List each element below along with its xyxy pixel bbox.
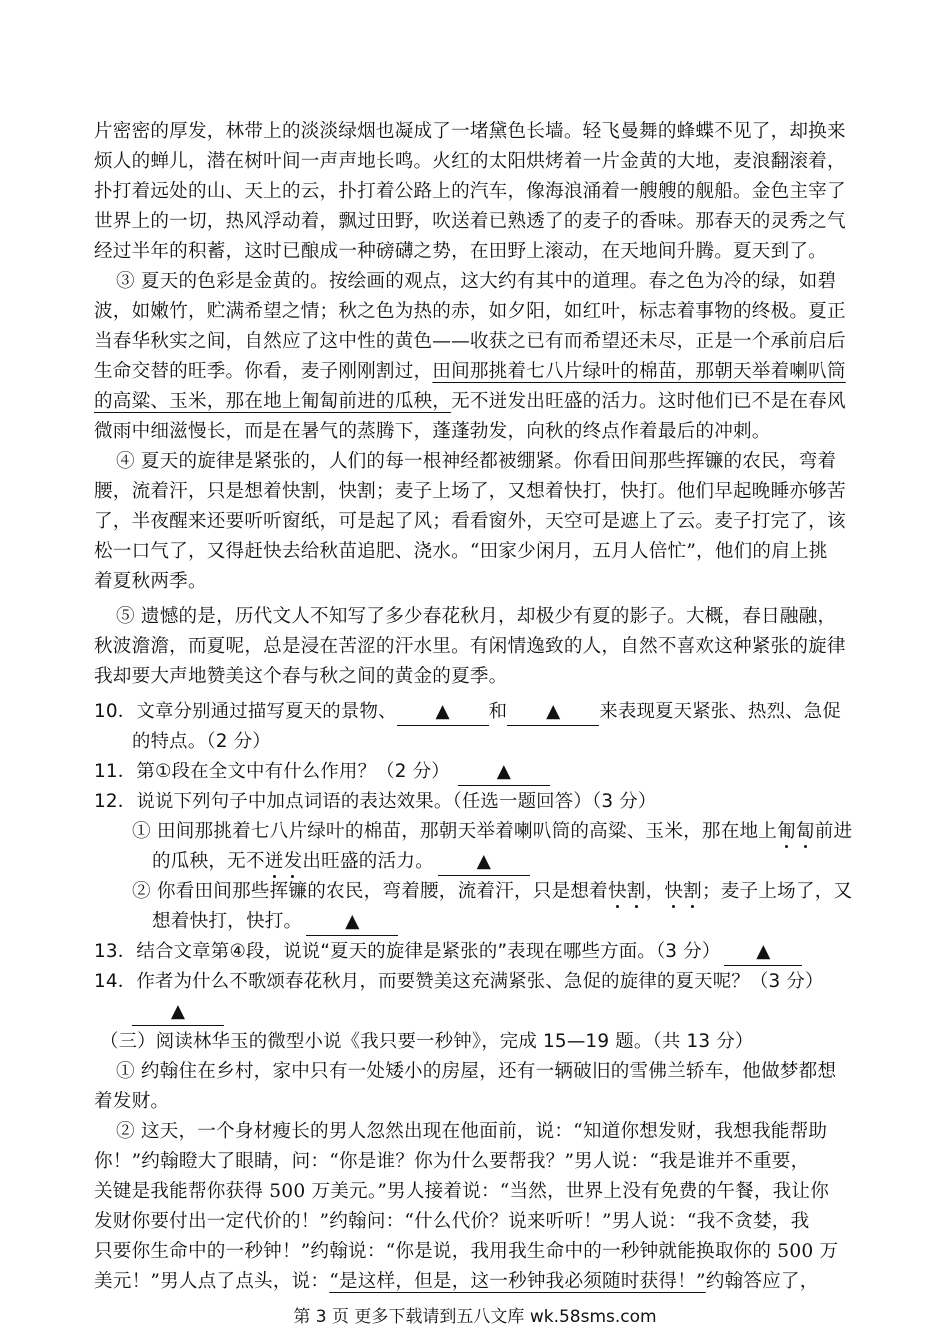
- option-text: 的瓜秧，无不: [152, 851, 265, 872]
- answer-blank[interactable]: ▲: [438, 849, 530, 876]
- passage-line: 波，如嫩竹，贮满希望之情；秋之色为热的赤，如夕阳，如红叶，标志着事物的终极。夏正: [94, 301, 846, 322]
- underlined-sentence: 田间那挑着七八片绿叶的棉苗，那朝天举着喇叭筒: [432, 361, 846, 382]
- passage-line: 世界上的一切，热风浮动着，飘过田野，吹送着已熟透了的麦子的香味。那春天的灵秀之气: [94, 211, 846, 232]
- dotted-word: [608, 881, 646, 902]
- story-line: 只要你生命中的一秒钟！”约翰说：“你是说，我用我生命中的一秒钟就能换取你的 500 万: [94, 1241, 839, 1262]
- passage-line: 了，半夜醒来还要听听窗纸，可是起了风；看看窗外，天空可是遮上了云。麦子打完了，该: [94, 511, 846, 532]
- option-text: 想着快打，快打。: [152, 911, 303, 932]
- passage-line: 烦人的蝉儿，潜在树叶间一声声地长鸣。火红的太阳烘烤着一片金黄的大地，麦浪翻滚着，: [94, 151, 846, 172]
- passage-line: 微雨中细滋慢长，而是在暑气的蒸腾下，蓬蓬勃发，向秋的终点作着最后的冲刺。: [94, 421, 771, 442]
- passage-line: 片密密的厚发，林带上的淡淡绿烟也凝成了一堵黛色长墙。轻飞曼舞的蜂蝶不见了，却换来: [94, 121, 846, 142]
- option-text: ，: [645, 881, 665, 902]
- question-10: [94, 697, 864, 727]
- passage-line: 扑打着远处的山、天上的云，扑打着公路上的汽车，像海浪涌着一艘艘的舰船。金色主宰了: [94, 181, 846, 202]
- question-12-option-1: [132, 817, 872, 847]
- dotted-char: 割: [683, 881, 702, 902]
- passage-text: 生命交替的旺季。你看，麦子刚刚割过，: [94, 361, 433, 382]
- passage-text: 无不迸发出旺盛的活力。这时他们已不是在春风: [451, 391, 846, 412]
- passage-line: 松一口气了，又得赶快去给秋苗追肥、浇水。“田家少闲月，五月人倍忙”，他们的肩上挑: [94, 541, 828, 562]
- answer-blank[interactable]: ▲: [724, 939, 802, 966]
- passage-line: 经过半年的积蓄，这时已酿成一种磅礴之势，在田野上滚动，在天地间升腾。夏天到了。: [94, 241, 827, 262]
- story-line: 你！”约翰瞪大了眼睛，问：“你是谁？你为什么要帮我？”男人说：“我是谁并不重要，: [94, 1151, 810, 1172]
- dotted-char: 迸: [264, 851, 284, 872]
- dotted-char: 匐: [795, 821, 815, 842]
- story-line: ② 这天，一个身材瘦长的男人忽然出现在他面前，说：“知道你想发财，我想我能帮助: [116, 1121, 828, 1142]
- dotted-text: [777, 821, 815, 842]
- question-12: 12．说说下列句子中加点词语的表达效果。（任选一题回答）（3 分）: [94, 791, 657, 812]
- dotted-char: 快: [607, 881, 627, 902]
- answer-blank[interactable]: ▲: [132, 999, 224, 1026]
- section-3-title: （三）阅读林华玉的微型小说《我只要一秒钟》，完成 15—19 题。（共 13 分）: [100, 1031, 754, 1052]
- question-12-option-2: [132, 877, 872, 907]
- option-text: ；麦子上场了，又: [701, 881, 853, 902]
- underlined-sentence: “是这样，但是，这一秒钟我必须随时获得！”: [329, 1271, 706, 1292]
- question-10-cont: 的特点。（2 分）: [132, 731, 271, 752]
- question-14-cont: [132, 997, 902, 1027]
- answer-blank[interactable]: ▲: [507, 699, 599, 726]
- answer-blank[interactable]: ▲: [397, 699, 489, 726]
- dotted-word: [265, 851, 303, 872]
- option-text: 前进: [814, 821, 853, 842]
- question-text: 11．第①段在全文中有什么作用？（2 分）: [94, 761, 450, 782]
- story-line: 发财你要付出一定代价的！”约翰问：“什么代价？说来听听！”男人说：“我不贪婪，我: [94, 1211, 810, 1232]
- dotted-word: [777, 821, 815, 842]
- passage-line: 当春华秋实之间，自然应了这中性的黄色——收获之已有而希望还未尽，正是一个承前启后: [94, 331, 846, 352]
- passage-line: 秋波澹澹，而夏呢，总是浸在苦涩的汗水里。有闲情逸致的人，自然不喜欢这种紧张的旋律: [94, 636, 846, 657]
- passage-line: ⑤ 遗憾的是，历代文人不知写了多少春花秋月，却极少有夏的影子。大概，春日融融，: [116, 606, 837, 627]
- dotted-char: 匍: [777, 821, 796, 842]
- passage-line: 我却要大声地赞美这个春与秋之间的黄金的夏季。: [94, 666, 508, 687]
- dotted-word: [664, 881, 702, 902]
- option-text: ① 田间那挑着七八片绿叶的棉苗，那朝天举着喇叭筒的高粱、玉米，那在地上: [132, 821, 778, 842]
- option-text: ② 你看田间那些挥镰的农民，弯着腰，流着汗，只是想着: [132, 881, 608, 902]
- question-13: [94, 937, 874, 967]
- passage-line: 腰，流着汗，只是想着快割，快割；麦子上场了，又想着快打，快打。他们早起晚睡亦够苦: [94, 481, 846, 502]
- option-text: 出旺盛的活力。: [302, 851, 434, 872]
- story-text: 美元！”男人点了点头，说：: [94, 1271, 330, 1292]
- question-text: 来表现夏天紧张、热烈、急促: [599, 701, 841, 722]
- passage-line: ③ 夏天的色彩是金黄的。按绘画的观点，这大约有其中的道理。春之色为冷的绿，如碧: [116, 271, 837, 292]
- question-12-option-1-cont: [152, 847, 872, 877]
- passage-line: [94, 357, 864, 387]
- dotted-char: 割: [626, 881, 646, 902]
- question-text: 13．结合文章第④段，说说“夏天的旋律是紧张的”表现在哪些方面。（3 分）: [94, 941, 721, 962]
- passage-line: 着夏秋两季。: [94, 571, 207, 592]
- question-11: [94, 757, 864, 787]
- passage-line: ④ 夏天的旋律是紧张的，人们的每一根神经都被绷紧。你看田间那些挥镰的农民，弯着: [116, 451, 837, 472]
- story-text: 约翰答应了，: [705, 1271, 819, 1292]
- question-14: 14．作者为什么不歌颂春花秋月，而要赞美这充满紧张、急促的旋律的夏天呢？（3 分）: [94, 971, 824, 992]
- dotted-char: 发: [283, 851, 303, 872]
- question-text: 和: [488, 701, 508, 722]
- passage-line: [94, 387, 864, 417]
- story-line: ① 约翰住在乡村，家中只有一处矮小的房屋，还有一辆破旧的雪佛兰轿车，他做梦都想: [116, 1061, 837, 1082]
- question-12-option-2-cont: [152, 907, 872, 937]
- answer-blank[interactable]: ▲: [458, 759, 550, 786]
- answer-blank[interactable]: ▲: [306, 909, 398, 936]
- question-text: 10．文章分别通过描写夏天的景物、: [94, 701, 397, 722]
- underlined-sentence: 的高粱、玉米，那在地上匍匐前进的瓜秧，: [94, 391, 452, 412]
- story-line: 着发财。: [94, 1091, 170, 1112]
- dotted-char: 快: [664, 881, 684, 902]
- story-line: [94, 1267, 864, 1297]
- page-footer: 第 3 页 更多下载请到五八文库 wk.58sms.com: [293, 1307, 657, 1327]
- story-line: 关键是我能帮你获得 500 万美元。”男人接着说：“当然，世界上没有免费的午餐，我让你: [94, 1181, 829, 1202]
